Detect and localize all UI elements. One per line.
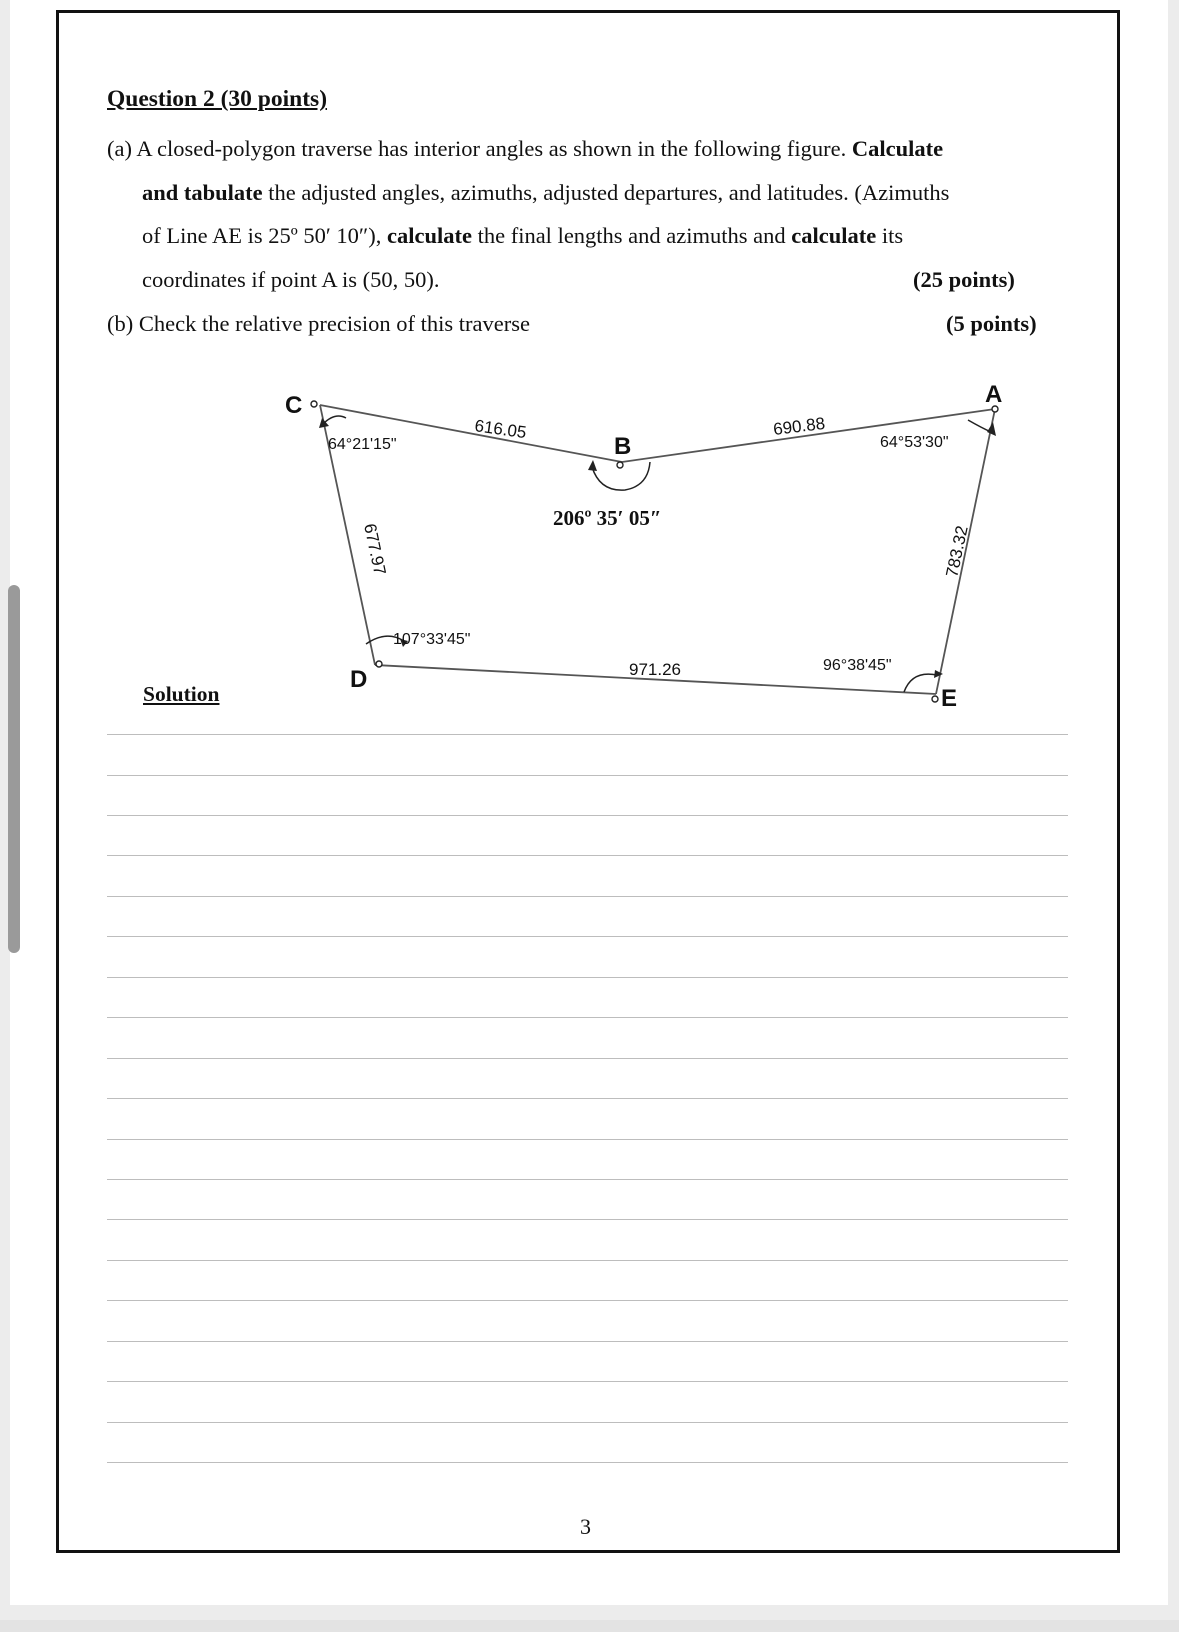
ruled-line [107, 1462, 1068, 1463]
angle-d-label: 107°33'45" [393, 631, 471, 648]
arrow-e-icon [934, 670, 943, 678]
part-a-points: (25 points) [913, 267, 1015, 292]
ruled-line [107, 775, 1068, 776]
ruled-line [107, 1422, 1068, 1423]
angle-b-label: 206º 35′ 05″ [553, 506, 662, 530]
station-b-label: B [614, 433, 632, 460]
angle-c-label: 64°21'15" [328, 436, 397, 453]
ruled-line [107, 1139, 1068, 1140]
distance-c-d: 677.97 [360, 521, 390, 577]
ruled-line [107, 1260, 1068, 1261]
station-a-label: A [985, 381, 1003, 408]
angle-e-label: 96°38'45" [823, 657, 892, 674]
ruled-line [107, 1300, 1068, 1301]
line-c-b [320, 405, 622, 462]
angle-arc-a [968, 420, 991, 432]
ruled-line [107, 936, 1068, 937]
part-a-text-2: the adjusted angles, azimuths, adjusted departures, and latitudes. (Azimuths [268, 180, 950, 205]
ruled-line [107, 1219, 1068, 1220]
ruled-line [107, 1098, 1068, 1099]
station-b-marker [617, 462, 623, 468]
arrow-b-icon [588, 460, 597, 471]
angle-arc-e [904, 674, 937, 692]
part-b-line: (b) Check the relative precision of this traverse [107, 311, 530, 336]
ruled-line [107, 896, 1068, 897]
ruled-line [107, 1017, 1068, 1018]
distance-c-b: 616.05 [473, 416, 528, 443]
station-d-marker [376, 661, 382, 667]
part-a-bold-4: calculate [791, 223, 877, 248]
part-a-text-1: (a) A closed-polygon traverse has interior angles as shown in the following figure. [107, 136, 847, 161]
distance-a-e: 783.32 [942, 524, 972, 579]
ruled-line [107, 734, 1068, 735]
angle-arc-c [323, 416, 346, 424]
question-title: Question 2 (30 points) [107, 86, 328, 112]
station-c-marker [311, 401, 317, 407]
distance-b-a: 690.88 [772, 413, 827, 439]
distance-d-e: 971.26 [629, 660, 681, 679]
part-a-line-4: coordinates if point A is (50, 50). [142, 267, 440, 292]
station-e-marker [932, 696, 938, 702]
part-a-bold-3: calculate [387, 223, 472, 248]
part-a-text-3: of Line AE is 25º 50′ 10″), [142, 223, 382, 248]
ruled-line [107, 977, 1068, 978]
solution-label: Solution [143, 682, 220, 706]
station-d-label: D [350, 666, 368, 693]
ruled-line [107, 855, 1068, 856]
part-b-points: (5 points) [946, 311, 1037, 336]
page-number: 3 [580, 1514, 591, 1539]
part-a-text-3c: its [881, 223, 904, 248]
ruled-line [107, 1381, 1068, 1382]
angle-a-label: 64°53'30" [880, 434, 949, 451]
station-e-label: E [941, 685, 958, 712]
bottom-strip [0, 1620, 1179, 1632]
ruled-line [107, 1058, 1068, 1059]
station-c-label: C [285, 392, 303, 419]
part-a-bold-2: and tabulate [142, 180, 263, 205]
ruled-line [107, 1179, 1068, 1180]
ruled-line [107, 1341, 1068, 1342]
part-a-bold-1: Calculate [851, 136, 944, 161]
traverse-figure [0, 0, 1179, 720]
part-a-text-3b: the final lengths and azimuths and [477, 223, 786, 248]
ruled-line [107, 815, 1068, 816]
